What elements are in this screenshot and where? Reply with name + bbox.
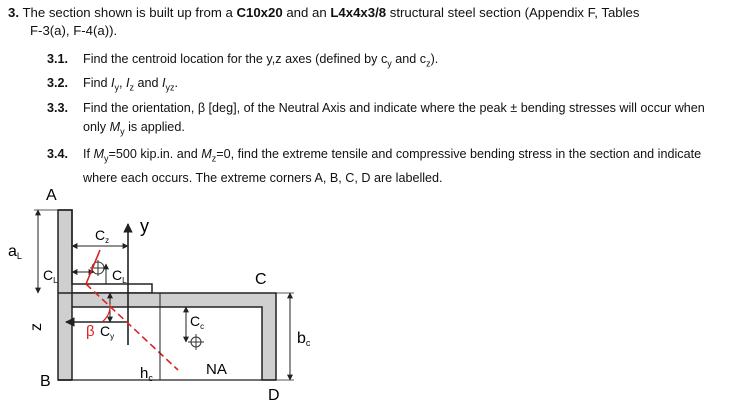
label-y-axis: y (140, 216, 149, 236)
label-z-axis: z (28, 323, 45, 331)
channel-section-name: C10x20 (236, 5, 283, 20)
subscript: y (104, 153, 109, 164)
subpart-line-2: where each occurs. The extreme corners A, B, C, D are labelled. (83, 170, 443, 185)
problem-text: and an (282, 5, 331, 20)
corner-c-label: C (255, 271, 267, 288)
problem-statement (8, 4, 723, 40)
subpart-text: and (134, 76, 163, 90)
subpart-number: 3.1. (47, 52, 69, 66)
corner-a-label: A (46, 187, 57, 204)
subpart-3-1 (47, 50, 719, 74)
symbol: I (111, 76, 115, 90)
problem-text: The section shown is built up from a (22, 5, 237, 20)
subpart-text: Find the orientation, β [deg], of the Neutral Axis and indicate where the peak ± bending stresses will occur when (83, 101, 705, 115)
section-diagram (0, 180, 729, 419)
subpart-text: only (83, 120, 110, 134)
corner-b-label: B (40, 373, 51, 390)
symbol: I (162, 76, 166, 90)
problem-line-1 (8, 4, 723, 22)
problem-text: structural steel section (Appendix F, Tables (386, 5, 640, 20)
subpart-text: If (83, 147, 94, 161)
label-cL-1: $C_L$ (43, 267, 58, 285)
subpart-text: =500 kip.in. and (108, 147, 202, 161)
subscript: z (129, 82, 134, 93)
subpart-text: Find the centroid location for the y,z axes (defined by c (83, 52, 388, 66)
symbol: I (126, 76, 130, 90)
label-neutral-axis: NA (206, 361, 227, 378)
subpart-text: , (119, 76, 126, 90)
symbol: M (93, 147, 104, 161)
subpart-text: =0, find the extreme tensile and compressive bending stress in the section and indicate (216, 147, 702, 161)
centroid-symbol (188, 334, 204, 350)
subpart-number: 3.3. (47, 101, 69, 115)
label-hc: $h_c$ (140, 365, 153, 383)
label-aL: aL (8, 243, 22, 261)
symbol: M (109, 120, 121, 134)
label-cz: $C_z$ (95, 227, 110, 245)
problem-number: 3. (8, 5, 19, 20)
subpart-text: ). (430, 52, 439, 66)
subscript: z (426, 58, 431, 69)
subpart-number: 3.4. (47, 147, 69, 161)
subscript: y (120, 126, 125, 137)
subscript: yz (165, 82, 175, 93)
subscript: y (387, 58, 392, 69)
subpart-3-3 (47, 99, 719, 142)
subscript: z (211, 153, 217, 164)
subpart-text: and c (391, 52, 427, 66)
angle-section-name: L4x4x3/8 (330, 5, 387, 20)
label-cL-2: $C_L$ (112, 267, 127, 285)
label-cc: $C_c$ (190, 313, 205, 331)
symbol: M (201, 147, 212, 161)
label-cy: $C_y$ (100, 323, 115, 341)
subpart-number: 3.2. (47, 76, 69, 90)
subpart-text: is applied. (124, 120, 185, 134)
corner-d-label: D (268, 387, 280, 404)
subpart-3-2 (47, 74, 719, 98)
subpart-text: Find (83, 76, 111, 90)
problem-line-2: F-3(a), F-4(a)). (30, 23, 118, 38)
label-bc: bc (297, 330, 311, 348)
label-beta: β (86, 323, 95, 340)
subpart-line-2 (47, 118, 719, 142)
subpart-text: . (174, 76, 179, 90)
subscript: y (114, 82, 119, 93)
